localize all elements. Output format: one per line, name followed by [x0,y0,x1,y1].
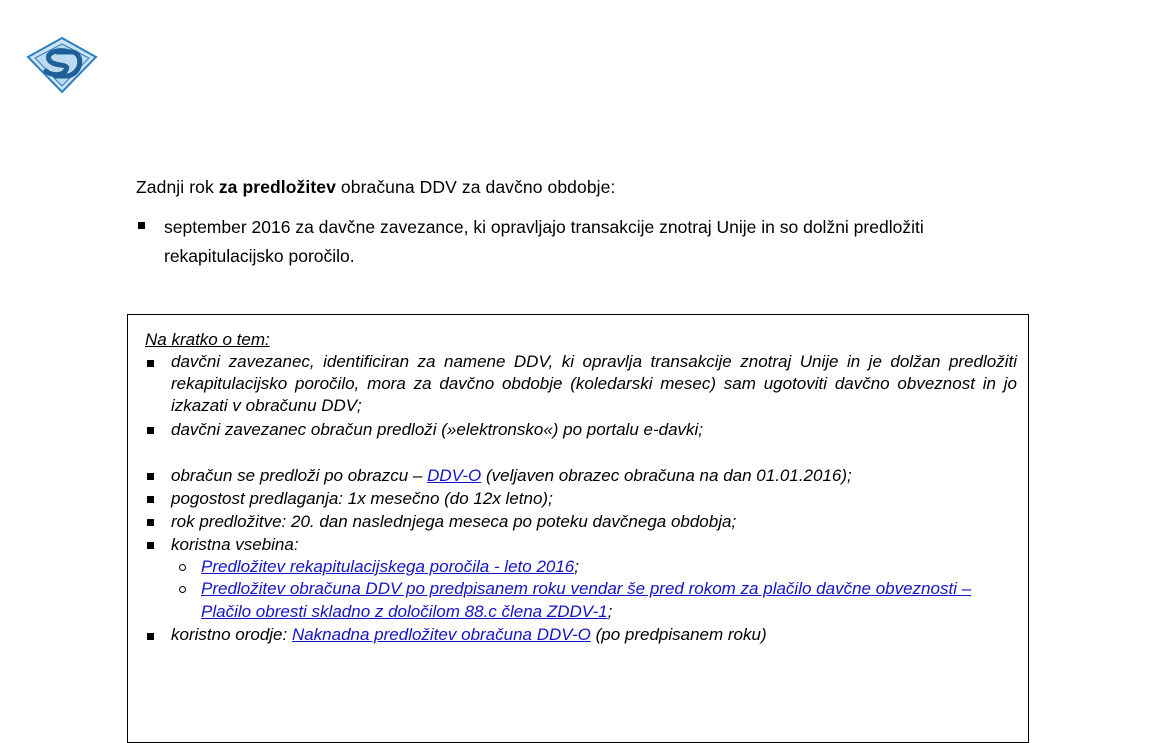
list-item-text-pre: koristno orodje: [171,625,292,645]
square-bullet-icon [147,633,154,640]
plačilo-obresti-link[interactable]: Predložitev obračuna DDV po predpisanem roku vendar še pred rokom za plačilo davčne obveznosti – Plačilo obresti skladno z določilom 88.c člena ZDDV-1 [201,579,972,621]
square-bullet-icon [147,519,154,526]
square-bullet-icon [138,222,145,229]
sd-logo [26,36,98,94]
list-item [139,419,1017,441]
list-item [139,488,1017,510]
summary-box [127,314,1029,743]
square-bullet-icon [147,542,154,549]
intro-lead-bold: za predložitev [218,177,336,197]
list-item [139,351,1017,417]
square-bullet-icon [147,473,154,480]
sd-diamond-logo-icon [26,36,98,94]
list-item-text: davčni zavezanec, identificiran za namene DDV, ki opravlja transakcije znotraj Unije in je dolžan predložiti rekapitulacijsko poročilo, mora za davčno obdobje (koledarski mesec) sam ugotoviti davčno obveznost in jo izkazati v obračunu DDV; [171,352,1017,416]
naknadna-predlozitev-link[interactable]: Naknadna predložitev obračuna DDV-O [291,625,591,645]
sublist-item [171,578,1017,623]
list-item-text: koristna vsebina: [171,534,299,554]
square-bullet-icon [147,496,154,503]
list-item [139,534,1017,623]
sublist-item-post: ; [574,557,579,576]
intro-lead-prefix: Zadnji rok [136,177,219,197]
list-item [139,511,1017,533]
list-item [139,465,1017,487]
summary-box-title: Na kratko o tem: [145,330,270,349]
list-item-text-post: (po predpisanem roku) [590,625,767,645]
list-item [139,624,1017,646]
summary-list [139,351,1017,646]
intro-block [136,176,1036,272]
square-bullet-icon [147,360,154,367]
rekapitulacijsko-porocilo-link[interactable]: Predložitev rekapitulacijskega poročila - leto 2016 [201,557,575,576]
circle-bullet-icon [179,564,186,571]
square-bullet-icon [147,427,154,434]
summary-sublist [171,556,1017,623]
intro-lead [136,176,1036,199]
intro-bullet-text: september 2016 za davčne zavezance, ki opravljajo transakcije znotraj Unije in so dolžni predložiti rekapitulacijsko poročilo. [164,216,924,267]
list-item-text: pogostost predlaganja: 1x mesečno (do 12x letno); [171,488,553,508]
list-item-text-pre: obračun se predloži po obrazcu – [171,465,428,485]
ddv-o-link[interactable]: DDV-O [427,465,482,485]
sublist-item [171,556,1017,578]
sublist-item-post: ; [607,601,613,621]
list-item-text: rok predložitve: 20. dan naslednjega meseca po poteku davčnega obdobja; [171,511,737,531]
circle-bullet-icon [179,586,186,593]
intro-bullet-item [136,213,1036,272]
intro-lead-suffix: obračuna DDV za davčno obdobje: [335,177,616,197]
list-item-text-post: (veljaven obrazec obračuna na dan 01.01.2016); [481,465,852,485]
list-item-text: davčni zavezanec obračun predloži (»elektronsko«) po portalu e-davki; [171,419,704,439]
